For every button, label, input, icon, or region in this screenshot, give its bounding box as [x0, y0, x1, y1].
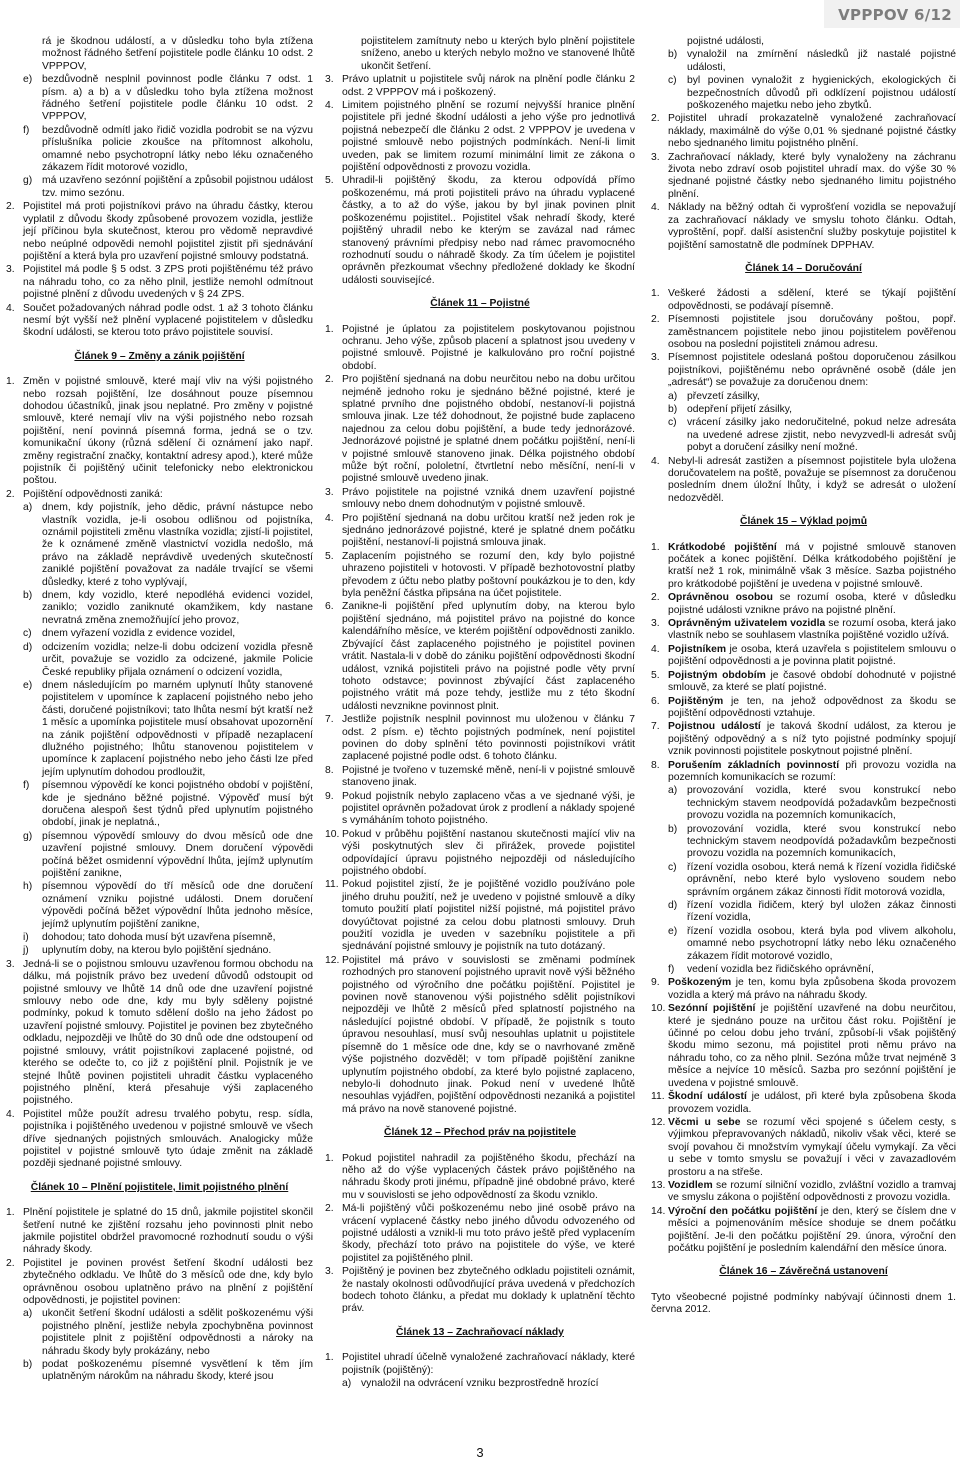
item-marker: 2.: [325, 1203, 334, 1215]
clause-subitem: [651, 824, 956, 861]
item-text: dnem vyřazení vozidla z evidence vozidel,: [42, 628, 236, 640]
item-marker: i): [23, 932, 29, 944]
item-marker: 5.: [325, 175, 334, 187]
defined-term: Sezónní pojištění: [668, 1003, 756, 1015]
item-marker: g): [23, 830, 33, 842]
clause-item: [651, 1206, 956, 1256]
clause-item: [6, 376, 313, 488]
clause-subitem: [6, 590, 313, 627]
item-text: je ten, na jehož odpovědnost za škodu se pojištění odpovědnosti vztahuje.: [668, 695, 956, 719]
item-marker: 5.: [325, 550, 334, 562]
clause-subitem: [6, 642, 313, 679]
item-marker: 1.: [325, 323, 334, 335]
item-marker: a): [668, 785, 678, 797]
item-marker: 5.: [651, 669, 660, 681]
item-text: Pojistitel má podle § 5 odst. 3 ZPS proti pojištěnému též právo na náhradu toho, co za něho plnil, jestliže nemohl odmítnout pojistné plnění z důvodu uvedených v § 24 ZPS.: [23, 264, 313, 301]
clause-item: [6, 1109, 313, 1171]
item-marker: 3.: [325, 1266, 334, 1278]
item-text: Veškeré žádosti a sdělení, které se týkají pojištění odpovědnosti, se podávají písemně.: [668, 288, 956, 312]
item-marker: 1.: [651, 541, 660, 553]
item-marker: f): [668, 964, 675, 976]
item-text: je ten, komu byla způsobena škoda provozem vozidla a který má právo na náhradu škody.: [668, 977, 956, 1001]
item-text: se rozumí silniční vozidlo, zvláštní vozidlo a tramvaj ve smyslu zákona o pojištění odpovědnosti z provozu vozidla.: [668, 1179, 956, 1204]
clause-subitem: [325, 1378, 635, 1390]
column-middle: [325, 36, 635, 1416]
item-text: je pojištění uzavřené na dobu neurčitou, které je sjednáno pouze na určitou část roku. Pojištění je účinné po celou dobu jeho trvání, způsobí-li však pojištěný škodu mimo sezonu, má pojistitel proti němu právo na náhradu toho, co za něho plnil. Sezóna může trvat nejméně 3 měsíce a nejvíce 10 měsíců. Sazba pro sezónní pojištění je uvedena v pojistné smlouvě.: [668, 1003, 956, 1089]
clause-item: [6, 1258, 313, 1308]
item-text: Pojištěný je povinen bez zbytečného odkladu pojistiteli oznámit, že nastaly okolnosti odůvodňující práva uvedená v předchozích bodech tohoto článku, a předat mu doklady k uplatnění těchto práv.: [342, 1266, 635, 1315]
item-text: písemnou výpovědí smlouvy do dvou měsíců ode dne uzavření pojistné smlouvy. Dnem doručení výpovědi počíná běžet osmidenní výpovědní lhůta, jejímž uplynutím pojištění zanikne,: [42, 830, 313, 879]
item-marker: 4.: [325, 100, 334, 112]
item-marker: 1.: [651, 288, 660, 300]
clause-subitem: [6, 932, 313, 944]
item-marker: 4.: [651, 202, 660, 214]
item-marker: 3.: [651, 151, 660, 163]
item-marker: 8.: [325, 764, 334, 776]
item-marker: 13.: [651, 1179, 666, 1191]
item-text: provozování vozidla, které svou konstrukcí nebo technickým stavem neodpovídá požadavkům bezpečnosti provozu vozidla na pozemních komunikacích,: [687, 823, 956, 860]
clause-subitem: [6, 74, 313, 124]
item-text: je událost, při které byla způsobena škoda provozem vozidla.: [668, 1091, 956, 1115]
item-marker: a): [23, 502, 33, 514]
item-marker: 6.: [325, 601, 334, 613]
item-marker: b): [23, 1359, 33, 1371]
item-text: Písemnost pojistitele odeslaná poštou doporučenou zásilkou pojistníkovi, pojištěnému nebo oprávněné osobě (dále jen „adresát“) se považuje za doručenou dnem:: [668, 352, 956, 389]
item-text: Pokud pojistník nebylo zaplaceno včas a ve sjednané výši, je pojistitel oprávněn požadovat úrok z prodlení a náklady spojené s vymáháním tohoto pojistného.: [342, 790, 635, 827]
item-text: Jedná-li se o pojistnou smlouvu uzavřenou formou obchodu na dálku, má pojistník právo bez uvedení důvodů odstoupit od pojistné smlouvy ve lhůtě 14 dnů ode dne uzavření pojistné smlouvy nebo ode dne, kdy mu byly sděleny pojistné podmínky, pokud k tomuto sdělení došlo na jeho žádost po uzavření pojistné smlouvy. Pojistitel je povinen bez zbytečného odkladu, nejpozději ve lhůtě do 30 dnů ode dne odstoupení od pojistné smlouvy, vrátit pojistníkovi zaplacené pojistné, od kterého se odečte to, co již z pojištění plnil. Pojistník je ve stejné lhůtě povinen pojistiteli uhradit částku vyplaceného pojistného plnění, která přesahuje výši zaplaceného pojistného.: [23, 958, 313, 1107]
defined-term: Škodní událostí: [668, 1091, 747, 1103]
clause-item: [325, 829, 635, 879]
item-text: vrácení zásilky jako nedoručitelné, pokud nelze adresáta na uvedené adrese zjistit, nebo nevyzvedl-li adresát svůj pobyt a doručení zásilky není možné.: [687, 417, 956, 454]
clause-item: [651, 152, 956, 202]
clause-subitem: [651, 417, 956, 454]
item-marker: 12.: [651, 1116, 666, 1128]
item-text: Pojistné je úplatou za pojistitelem poskytovanou pojistnou ochranu. Jeho výše, způsob placení a splatnost jsou uvedeny v pojistné smlouvě. Pojistné je kalkulováno pro roční pojistné období.: [342, 323, 635, 372]
item-marker: c): [668, 75, 677, 87]
clause-item: [651, 456, 956, 506]
clause-subitem: [651, 785, 956, 822]
item-marker: 14.: [651, 1205, 666, 1217]
clause-item: [6, 489, 313, 501]
clause-subitem: [651, 391, 956, 403]
item-marker: 3.: [6, 958, 15, 970]
item-text: převzetí zásilky,: [687, 390, 760, 402]
item-marker: f): [23, 780, 30, 792]
clause-subitem: [6, 36, 313, 73]
clause-item: [651, 721, 956, 758]
item-marker: e): [23, 74, 33, 86]
clause-item: [651, 352, 956, 389]
item-text: řízení vozidla osobou, která byla pod vlivem alkoholu, omamné nebo psychotropní látky nebo léku označeného zákazem řídit motorové vozidlo,: [687, 925, 956, 962]
item-marker: c): [668, 417, 677, 429]
clause-subitem: [6, 881, 313, 931]
article-heading: Článek 9 – Změny a zánik pojištění: [74, 350, 245, 362]
paragraph: [651, 1292, 956, 1317]
clause-item: [651, 113, 956, 150]
defined-term: Pojistníkem: [668, 643, 727, 655]
clause-item: [325, 175, 635, 287]
clause-subitem: [6, 502, 313, 589]
clause-item: [325, 1153, 635, 1203]
clause-item: [651, 1003, 956, 1090]
item-marker: 4.: [325, 512, 334, 524]
item-marker: f): [23, 124, 30, 136]
clause-item: [325, 513, 635, 550]
item-text: rá je škodnou událostí, a v důsledku toho byla ztížena možnost řádného šetření pojistitele podle článku 10 odst. 2 VPPPOV,: [42, 36, 313, 72]
item-text: Pokud pojistitel nahradil za pojištěného škodu, přechází na něho až do výše vyplacených částek právo pojištěného na náhradu škody proti jinému, případně jiné obdobné právo, které mu v souvislosti se jeho odpovědností za škodu vzniklo.: [342, 1152, 635, 1201]
clause-item: [651, 1091, 956, 1116]
clause-item: [651, 696, 956, 721]
item-text: ukončit šetření škodní události a sdělit poškozenému výši pojistného plnění, jestliže nebyla zpochybněna povinnost pojistitele plnit z pojištění odpovědnosti a nároky na náhradu škody byly prokázány, nebo: [42, 1308, 313, 1357]
clause-item: [651, 760, 956, 785]
item-text: Pojistitel má právo v souvislosti se změnami podmínek rozhodných pro stanovení pojistného upravit nově výši běžného pojistného od výročního dne počátku pojištění. Pojistitel je povinen nově stanovenou výši pojistného sdělit pojistníkovi nejpozději ve lhůtě 2 měsíců před splatností pojistného na následující pojistné období. V případě, že pojistník s touto úpravou nesouhlasí, musí svůj nesouhlas uplatnit u pojistitele písemně do 1 měsíce ode dne, kdy se o navrhované změně výše pojistného dozvěděl; v tom případě pojištění zanikne uplynutím pojistného období, za které bylo pojistné zaplaceno, nebylo-li dohodnuto jinak. Pokud není v uvedené lhůtě nesouhlas vyjádřen, pojištění odpovědnosti nezaniká a pojistitel má právo na nově stanovené pojistné.: [342, 954, 635, 1115]
item-marker: 2.: [6, 201, 15, 213]
item-marker: 1.: [325, 1152, 334, 1164]
item-text: bezdůvodně odmítl jako řidič vozidla podrobit se na výzvu příslušníka policie zkoušce na přítomnost alkoholu, omamné nebo psychotropní látky nebo léku označeného zákazem řídit motorové vozidlo,: [42, 124, 313, 174]
clause-subitem: [651, 926, 956, 963]
document-code-tag: VPPPOV 6/12: [824, 0, 960, 28]
clause-item: [325, 1352, 635, 1377]
item-text: Písemnosti pojistitele jsou doručovány poštou, popř. zaměstnancem pojistitele nebo jinou pojistitelem pověřenou osobou na poslední pojistiteli známou adresu.: [668, 314, 956, 350]
item-marker: 2.: [6, 1257, 15, 1269]
item-text: uplynutím doby, na kterou bylo pojištění sjednáno.: [42, 945, 272, 957]
item-text: Pojistitel uhradí účelně vynaložené zachraňovací náklady, které pojistník (pojištěný):: [342, 1352, 635, 1376]
item-text: je den, který se číslem dne v měsíci a pojmenováním měsíce shoduje se dnem počátku pojištění. Je-li den počátku pojištění 29. února, výroční den počátku pojištění je posledním kalendářní den měsíce února.: [668, 1205, 956, 1254]
clause-item: [325, 487, 635, 512]
clause-subitem: [651, 862, 956, 899]
defined-term: Oprávněným uživatelem vozidla: [668, 618, 826, 630]
clause-item: [6, 201, 313, 263]
item-text: Pokud v průběhu pojištění nastanou skutečnosti mající vliv na výši poskytnutých slev či přirážek, provede pojistitel odpovídající úpravu pojistného nejpozději od následujícího pojistného období.: [342, 828, 635, 877]
clause-subitem: [6, 1308, 313, 1358]
item-marker: a): [342, 1378, 352, 1390]
item-marker: 8.: [651, 759, 660, 771]
item-text: dnem, kdy vozidlo, které nepodléhá evidenci vozidel, zaniklo; vozidlo zaniknuté okamžikem, kdy nastane nevratná změna znemožňující jeho provoz,: [42, 590, 313, 626]
clause-item: [651, 592, 956, 617]
item-text: Limitem pojistného plnění se rozumí nejvyšší hranice plnění pojistitele při jedné škodní události a jeho výše pro jednotlivá pojistná nebezpečí dle článku 2 odst. 2 VPPPOV je uvedena v pojistné smlouvě nebo pojistných podmínkách. Není-li limit uveden, pak se limitem rozumí minimální limit ze zákona o pojištění odpovědnosti z provozu vozidla.: [342, 100, 635, 174]
page-number: 3: [476, 1445, 484, 1460]
clause-item: [325, 374, 635, 486]
item-text: řízení vozidla osobou, která nemá k řízení vozidla řidičské oprávnění, nebo které bylo vysloveno soudem nebo správním orgánem zákaz činnosti řídit motorová vozidla,: [687, 861, 956, 898]
item-text: odepření přijetí zásilky,: [687, 403, 793, 415]
item-text: má v pojistné smlouvě stanoven počátek a konec pojištění. Délka krátkodobého pojištění je kratší než 1 rok, minimálně však 3 měsíce. Sazba pojistného pro krátkodobé pojištění je uvedena v pojistné smlouvě.: [668, 541, 956, 590]
clause-item: [325, 74, 635, 99]
item-marker: 2.: [651, 592, 660, 604]
clause-subitem: [651, 49, 956, 74]
item-text: je časové období dohodnuté v pojistné smlouvě, za které se platí pojistné.: [668, 669, 956, 694]
clause-item: [651, 977, 956, 1002]
clause-subitem: [6, 1359, 313, 1384]
item-text: pojistitelem zamítnuty nebo u kterých bylo plnění pojistitele sníženo, anebo u kterých nebylo možno ve stanovené lhůtě ukončit šetření.: [361, 36, 635, 72]
item-marker: 1.: [325, 1352, 334, 1364]
item-marker: e): [668, 925, 678, 937]
item-marker: 3.: [325, 486, 334, 498]
item-text: Náklady na běžný odtah či vyprošťení vozidla se nepovažují za zachraňovací náklady ve smyslu tohoto článku. Odtah, vyproštění, popř. další asistenční služby poskytuje pojistitel k pojištění samostatně dle podmínek DPPHAV.: [668, 202, 956, 251]
clause-item: [651, 1180, 956, 1205]
item-text: Pojistitel má proti pojistníkovi právo na úhradu částky, kterou vyplatil z důvodu škody způsobené provozem vozidla, jestliže její příčinou byla skutečnost, kterou pro vědomě nepravdivé nebo neúplné odpovědi nemohl pojistitel zjistit při sjednávání pojištění a která byla pro uzavření pojistné smlouvy podstatná.: [23, 201, 313, 262]
clause-subitem: [651, 404, 956, 416]
clause-item: [6, 959, 313, 1108]
item-marker: 11.: [325, 879, 339, 891]
item-text: Má-li pojištěný vůči poškozenému nebo jiné osobě právo na vrácení vyplacené částky nebo jiného důvodu odvozeného od pojistné události a vznikl-li mu toto právo ještě před vyplacením škody, přechází toto právo na pojistitele do výše, ve které pojistitel za pojištěného plnil.: [342, 1203, 635, 1264]
item-text: se rozumí osoba, které v důsledku pojistné události vznikne právo na pojistné plnění.: [668, 592, 956, 616]
clause-item: [325, 955, 635, 1116]
clause-item: [6, 264, 313, 301]
item-text: se rozumí věci spojené s účelem cesty, s výjimkou přepravovaných nákladů, nikoliv však věci, které se svojí povahou či množstvím vymykají účelu vymykají. Za věci u sebe v tomto smyslu se považují i věci v zavazadlovém prostoru a na střeše.: [668, 1116, 956, 1178]
clause-subitem: [6, 125, 313, 175]
clause-item: [325, 1266, 635, 1316]
item-text: písemnou výpovědí ke konci pojistného období v pojištění, kde je sjednáno běžné pojistné. Výpověď musí být doručena alespoň šest týdnů před uplynutím pojistného období, jinak je neplatná.,: [42, 780, 313, 829]
item-marker: 12.: [325, 954, 340, 966]
article-heading: Článek 13 – Zachraňovací náklady: [396, 1326, 564, 1338]
clause-subitem: [6, 628, 313, 640]
clause-item: [651, 314, 956, 351]
clause-item: [651, 644, 956, 669]
article-heading: Článek 11 – Pojistné: [430, 298, 530, 310]
defined-term: Porušením základních povinností: [668, 759, 840, 771]
item-text: Pojistitel může použít adresu trvalého pobytu, resp. sídla, pojistníka i pojištěného uvedenou v pojistné smlouvě ve všech dříve sjednaných pojistných smlouvách. Analogicky může pojistitel v pojistné smlouvě tyto údaje změnit na základě později sjednané pojistné smlouvy.: [23, 1108, 313, 1170]
clause-item: [651, 202, 956, 252]
article-heading: Článek 14 – Doručování: [745, 262, 862, 274]
item-text: Zanikne-li pojištění před uplynutím doby, na kterou bylo pojištění sjednáno, má pojistitel právo na pojistné do konce kalendářního měsíce, ve kterém pojištění odpovědnosti zaniklo. Zbývající část zaplaceného pojistného je pojistitel povinen vrátit. Nastala-li v době do zániku pojištění odpovědnosti škodní událost, vzniká pojistiteli právo na pojistné podle věty první tohoto odstavce; povinnost zbývající část zaplaceného pojistného vrátit má poze tehdy, jestliže mu z této škodní události nevznikne povinnost plnit.: [342, 601, 635, 712]
column-right: [651, 36, 956, 1416]
item-text: Jestliže pojistník nesplnil povinnost mu uloženou v článku 7 odst. 2 písm. e) těchto pojistných podmínek, není pojistitel povinen do doby splnění této povinnosti pojistníkovi vrátit zaplacené pojistné podle odst. 6 tohoto článku.: [342, 714, 635, 763]
item-text: dnem následujícím po marném uplynutí lhůty stanovené pojistitelem v upomínce k zaplacení pojistného nebo jeho části, doručené pojistníkovi; tato lhůta nesmí být kratší než 1 měsíc a upomínka pojistitele musí obsahovat upozornění na zánik pojištění odpovědnosti v případě nezaplacení dlužného pojistného; lhůtu stanovenou pojistitelem v upomínce k zaplacení pojistného nebo jeho části lze před jejím uplynutím dohodou prodloužit,: [42, 679, 313, 778]
article-heading: Článek 16 – Závěrečná ustanovení: [719, 1266, 888, 1278]
item-marker: 7.: [651, 721, 660, 733]
item-marker: 2.: [325, 374, 334, 386]
item-text: se rozumí osoba, která jako vlastník nebo se souhlasem vlastníka pojištěné vozidlo užívá.: [668, 618, 956, 642]
item-text: vynaložil na odvrácení vzniku bezprostředně hrozící: [361, 1378, 599, 1390]
clause-item: [325, 714, 635, 764]
item-text: bezdůvodně nesplnil povinnost podle článku 7 odst. 1 písm. a) a b) a v důsledku toho byla ztížena možnost řádného šetření pojistitele podle článku 10 odst. 2 VPPPOV,: [42, 74, 313, 123]
clause-item: [325, 791, 635, 828]
clause-item: [325, 100, 635, 174]
defined-term: Krátkodobé pojištění: [668, 541, 777, 553]
clause-item: [651, 618, 956, 643]
item-marker: 3.: [325, 74, 334, 86]
item-text: vedení vozidla bez řidičského oprávnění,: [687, 964, 874, 976]
article-heading: Článek 12 – Přechod práv na pojistitele: [383, 1127, 576, 1139]
clause-subitem: [325, 36, 635, 73]
clause-item: [325, 551, 635, 601]
item-text: Uhradil-li pojištěný škodu, za kterou odpovídá přímo poškozenému, má proti pojistiteli právo na úhradu vyplacené částky, a to až do výše, jakou by byl jinak povinen plnit poškozenému pojistitel.. Pojistitel však nehradí škody, které pojištěný uhradil nebo ke kterým se zavázal nad rámec stanovený právními předpisy nebo nad rámec pravomocného rozhodnutí soudu o náhradě škody. Za tím účelem je pojistitel oprávněn přezkoumat všechny předložené doklady ke škodní události souvisejícé.: [342, 175, 635, 286]
item-marker: 7.: [325, 714, 334, 726]
defined-term: Poškozeným: [668, 977, 732, 989]
clause-subitem: [6, 175, 313, 200]
clause-item: [651, 542, 956, 592]
item-marker: 11.: [651, 1091, 665, 1103]
defined-term: Věcmi u sebe: [668, 1116, 741, 1128]
item-text: provozování vozidla, které svou konstrukcí nebo technickým stavem neodpovídá požadavkům bezpečnosti provozu vozidla na pozemních komunikacích,: [687, 785, 956, 822]
clause-item: [651, 288, 956, 313]
item-text: při provozu vozidla na pozemních komunikacích se rozumí:: [668, 759, 956, 783]
item-marker: d): [668, 900, 678, 911]
item-text: pojistné události,: [687, 36, 765, 47]
item-marker: 4.: [651, 455, 660, 467]
item-marker: j): [23, 945, 29, 957]
item-text: Právo pojistitele na pojistné vzniká dnem uzavření pojistné smlouvy nebo dnem dohodnutým v pojistné smlouvě.: [342, 486, 635, 511]
defined-term: Pojištěným: [668, 695, 724, 707]
item-marker: e): [23, 679, 33, 691]
item-marker: a): [23, 1308, 33, 1320]
item-text: dohodou; tato dohoda musí být uzavřena písemně,: [42, 932, 276, 944]
clause-item: [325, 879, 635, 953]
item-text: Plnění pojistitele je splatné do 15 dnů, jakmile pojistitel skončil šetření nutné ke zjištění rozsahu jeho povinnosti plnit nebo jakmile pojistitel obdržel pravomocné rozhodnutí soudu o výši náhrady škody.: [23, 1207, 313, 1256]
item-text: Pokud pojistitel zjistí, že je pojištěné vozidlo používáno pole jiného druhu použití, než je uvedeno v pojistné smlouvě a díky tomuto použití platí pojistitel nižší pojistné, má pojistitel právo dovyúčtovat pojistné za celou dobu platnosti smlouvy. Druh použití vozidla je uveden v sazebníku pojistitele a při sjednávání pojistné smlouvy je pojistník na tuto dotázaný.: [342, 879, 635, 953]
item-text: Pro pojištění sjednaná na dobu určitou kratší než jeden rok je sjednáno jednorázové pojistné, které je splatné dnem počátku pojištění, nestanoví-li pojistná smlouva jinak.: [342, 512, 635, 549]
item-marker: h): [23, 881, 33, 893]
defined-term: Pojistným obdobím: [668, 669, 766, 681]
item-marker: c): [23, 628, 32, 640]
item-marker: b): [668, 49, 678, 61]
defined-term: Oprávněnou osobou: [668, 592, 773, 604]
item-text: Součet požadovaných náhrad podle odst. 1 až 3 tohoto článku nesmí být vyšší než plnění vyplacené pojistitelem v důsledku škodní události, se kterou toto právo pojistitele souvisí.: [23, 302, 313, 339]
clause-subitem: [651, 964, 956, 976]
item-text: odcizením vozidla; nelze-li dobu odcizení vozidla přesně určit, považuje se vozidlo za odcizené, jakmile Policie České republiky přijala oznámení o odcizení vozidla,: [42, 641, 313, 678]
clause-item: [325, 765, 635, 790]
item-text: dnem, kdy pojistník, jeho dědic, právní nástupce nebo vlastník vozidla, je-li osobou odlišnou od pojistníka, oznámil pojistiteli změnu vlastníka vozidla; zjistí-li pojistitel, že k oznámené změně vlastnictví vozidla nedošlo, má právo na základě neprávdivě uvedených skutečností zaniklé pojištění považovat za nadále trvající se všemi důsledky, které z toho vyplývají,: [42, 502, 313, 588]
clause-subitem: [6, 945, 313, 957]
item-marker: 9.: [325, 790, 334, 802]
item-text: Změn v pojistné smlouvě, které mají vliv na výši pojistného nebo rozsah pojištění, lze dosáhnout pouze písemnou dohodou účastníků, jinak jsou neplatné. Pro změny v pojistné smlouvě, které nemají vliv na výši pojistného nebo rozsah pojištění, není povinná písemná forma, jedná se o tzv. komunikační úkony (různá sdělení či oznámení jako např. změny registrační značky, kontaktní adresy apod.), které může pojistník či pojištěný učinit telefonicky nebo elektronickou poštou.: [23, 376, 313, 487]
item-marker: 9.: [651, 977, 660, 989]
item-marker: b): [23, 590, 33, 602]
item-marker: 3.: [6, 264, 15, 276]
item-marker: 6.: [651, 695, 660, 707]
item-marker: 10.: [325, 828, 340, 840]
clause-item: [6, 303, 313, 340]
clause-subitem: [651, 900, 956, 925]
item-marker: 2.: [651, 113, 660, 125]
item-marker: a): [668, 390, 678, 402]
clause-item: [325, 324, 635, 374]
clause-item: [325, 601, 635, 713]
item-text: Tyto všeobecné pojistné podmínky nabývají účinnosti dnem 1. června 2012.: [651, 1291, 956, 1316]
item-text: Právo uplatnit u pojistitele svůj nárok na plnění podle článku 2 odst. 2 VPPPOV má i poškozený.: [342, 74, 635, 98]
item-text: Pojistné je tvořeno v tuzemské měně, není-li v pojistné smlouvě stanoveno jinak.: [342, 764, 635, 789]
item-marker: 4.: [651, 643, 660, 655]
item-text: byl povinen vynaložit z hygienických, ekologických či bezpečnostních důvodů při odklízení pojistnou událostí poškozeného majetku nebo jeho zbytků.: [687, 75, 956, 112]
item-marker: 4.: [6, 302, 15, 314]
item-marker: 10.: [651, 1003, 666, 1015]
item-marker: c): [668, 861, 677, 873]
item-text: Zaplacením pojistného se rozumí den, kdy bylo pojistné uhrazeno pojistiteli v hotovosti. V případě bezhotovostní platby převodem z účtu nebo platby poštovní poukázkou je to den, kdy byla peněžní částka připsána na účet pojistitele.: [342, 550, 635, 600]
item-marker: b): [668, 823, 678, 835]
clause-item: [651, 1117, 956, 1179]
item-text: je taková škodní událost, za kterou je pojištěný odpovědný a s níž tyto pojistné podmínky spojují vznik povinnosti pojistitele poskytnout pojistné plnění.: [668, 721, 956, 758]
column-left: [6, 36, 313, 1416]
item-marker: b): [668, 403, 678, 415]
text-columns: [0, 36, 960, 1416]
item-text: má uzavřeno sezónní pojištění a způsobil pojistnou událost tzv. mimo sezónu.: [42, 175, 313, 199]
item-marker: g): [23, 175, 33, 187]
clause-item: [651, 670, 956, 695]
item-text: Pojištění odpovědnosti zaniká:: [23, 488, 163, 500]
article-heading: Článek 15 – Výklad pojmů: [739, 516, 868, 528]
clause-item: [6, 1207, 313, 1257]
item-marker: 3.: [651, 352, 660, 364]
clause-subitem: [651, 36, 956, 48]
article-heading: Článek 10 – Plnění pojistitele, limit pojistného plnění: [30, 1181, 289, 1193]
item-text: je osoba, která uzavřela s pojistitelem smlouvu o pojištění odpovědnosti a je povinna platit pojistné.: [668, 643, 956, 668]
item-text: řízení vozidla řidičem, který byl uložen zákaz činnosti řízení vozidla,: [687, 900, 956, 924]
item-marker: 2.: [6, 488, 15, 500]
item-text: Nebyl-li adresát zastižen a písemnost pojistitele byla uložena doručovatelem na poště, považuje se písemnost za doručenou posledním dnem úložní lhůty, i když se adresát o uložení nedozvěděl.: [668, 455, 956, 504]
item-text: Pro pojištění sjednaná na dobu neurčitou nebo na dobu určitou nejméně jednoho roku je sjednáno běžné pojistné, které je splatné prvního dne pojistného období, nestanoví-li pojistná smlouva jinak. Lze též dohodnout, že pojistné bude zaplaceno najednou za celou dobu pojištění, a bude tedy jednorázové. Jednorázové pojistné je splatné dnem počátku pojištění, není-li v pojistné smlouvě stanoveno jinak. Délka pojistného období může být roční, pololetní, čtvrtletní nebo měsíční, není-li v pojistné smlouvě uvedeno jinak.: [342, 374, 635, 485]
item-text: vynaložil na zmírnění následků již nastalé pojistné události,: [687, 49, 956, 73]
item-marker: d): [23, 641, 33, 653]
defined-term: Vozidlem: [668, 1179, 713, 1191]
item-marker: 1.: [6, 1207, 15, 1219]
item-marker: 4.: [6, 1108, 15, 1120]
clause-subitem: [6, 680, 313, 779]
item-text: Pojistitel je povinen provést šetření škodní události bez zbytečného odkladu. Ve lhůtě do 3 měsíců ode dne, kdy bylo oprávněnou osobou uplatněno právo na plnění z pojištění odpovědnosti, je pojistitel povinen:: [23, 1257, 313, 1306]
clause-subitem: [651, 75, 956, 112]
clause-subitem: [6, 780, 313, 830]
defined-term: Výroční den počátku pojištění: [668, 1205, 818, 1217]
clause-item: [325, 1203, 635, 1265]
item-marker: 1.: [6, 376, 15, 388]
item-text: písemnou výpovědí do tří měsíců ode dne doručení oznámení vzniku pojistné události. Dnem doručení výpovědi počíná běžet výpovědní lhůta jednoho měsíce, jejímž uplynutím pojištění zanikne,: [42, 881, 313, 930]
item-text: Pojistitel uhradí prokazatelně vynaložené zachraňovací náklady, maximálně do výše 0,01 % sjednané pojistné částky nebo sjednaného limitu pojistného plnění.: [668, 113, 956, 150]
item-text: podat poškozenému písemné vysvětlení k těm jím uplatněným nárokům na náhradu škody, které jsou: [42, 1359, 313, 1383]
clause-subitem: [6, 831, 313, 881]
defined-term: Pojistnou událostí: [668, 721, 761, 733]
item-text: Zachraňovací náklady, které byly vynaloženy na záchranu života nebo zdraví osob pojistitel uhradí max. do výše 30 % sjednané pojistné částky nebo sjednaného limitu pojistného plnění.: [668, 151, 956, 200]
item-marker: 3.: [651, 618, 660, 630]
item-marker: 2.: [651, 314, 660, 326]
